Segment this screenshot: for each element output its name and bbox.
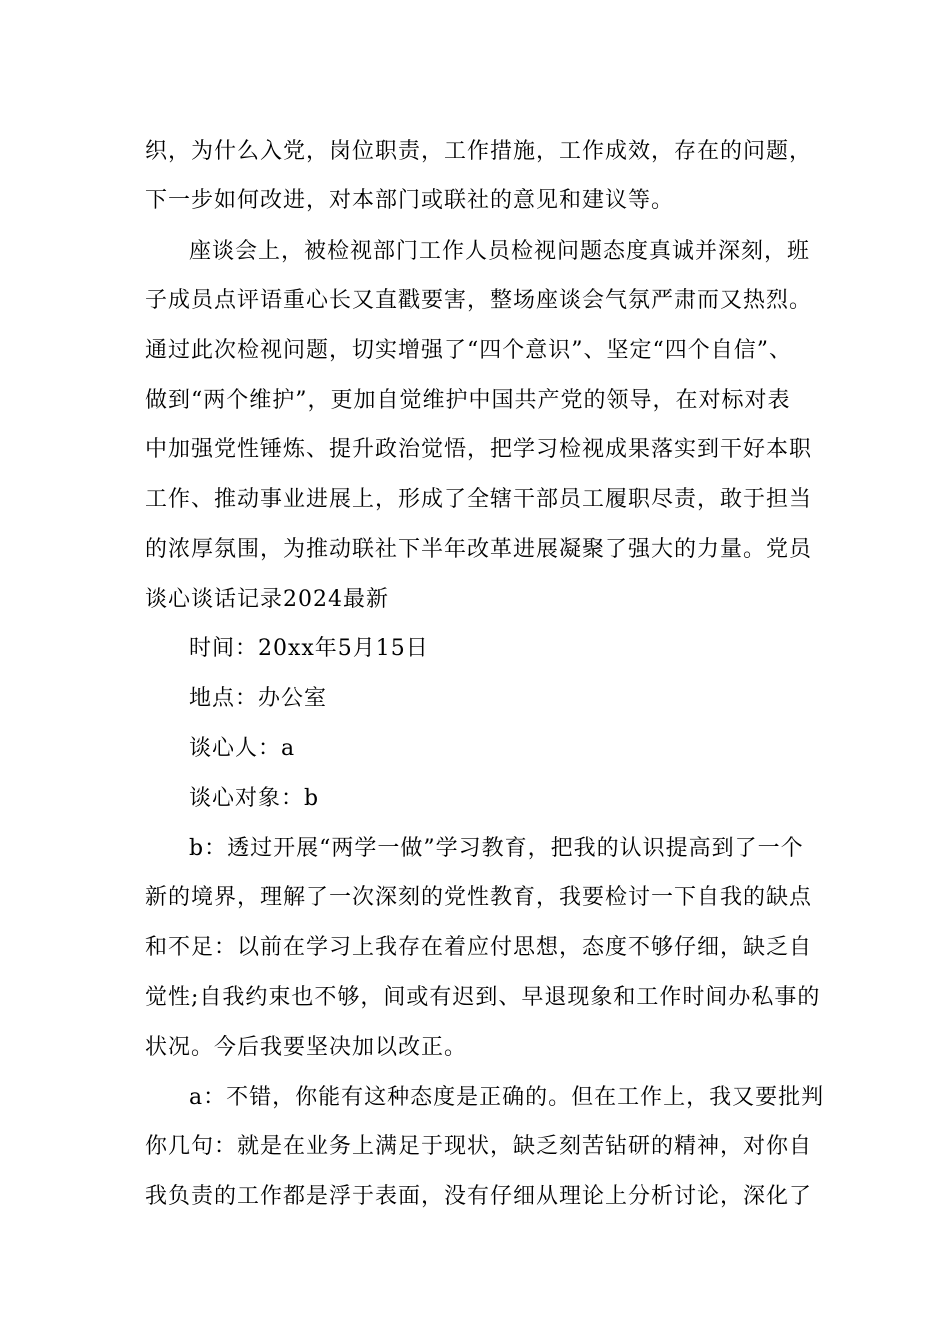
text-line: 中加强党性锤炼、提升政治觉悟，把学习检视成果落实到干好本职	[145, 437, 813, 462]
meeting-time: 时间：20xx年5月15日	[189, 636, 429, 661]
text-line: 做到“两个维护”，更加自觉维护中国共产党的领导，在对标对表	[145, 388, 791, 413]
text-line: 你几句：就是在业务上满足于现状，缺乏刻苦钻研的精神，对你自	[145, 1134, 813, 1159]
paragraph-start-line: a：不错，你能有这种态度是正确的。但在工作上，我又要批判	[189, 1085, 825, 1110]
text-line: 我负责的工作都是浮于表面，没有仔细从理论上分析讨论，深化了	[145, 1184, 813, 1209]
text-line: 新的境界，理解了一次深刻的党性教育，我要检讨一下自我的缺点	[145, 885, 813, 910]
text-line: 和不足：以前在学习上我存在着应付思想，态度不够仔细，缺乏自	[145, 935, 813, 960]
text-line: 子成员点评语重心长又直戳要害，整场座谈会气氛严肃而又热烈。	[145, 288, 813, 313]
text-line: 下一步如何改进，对本部门或联社的意见和建议等。	[145, 188, 675, 213]
meeting-location: 地点：办公室	[189, 686, 328, 711]
text-line: 觉性;自我约束也不够，间或有迟到、早退现象和工作时间办私事的	[145, 985, 821, 1010]
text-line: 织，为什么入党，岗位职责，工作措施，工作成效，存在的问题，	[145, 139, 813, 164]
text-line: 谈心谈话记录2024最新	[145, 587, 389, 612]
text-line: 的浓厚氛围，为推动联社下半年改革进展凝聚了强大的力量。党员	[145, 537, 813, 562]
text-line: 通过此次检视问题，切实增强了“四个意识”、坚定“四个自信”、	[145, 338, 792, 363]
text-line: 工作、推动事业进展上，形成了全辖干部员工履职尽责，敢于担当	[145, 487, 813, 512]
talker: 谈心人：a	[189, 736, 296, 761]
paragraph-start-line: 座谈会上，被检视部门工作人员检视问题态度真诚并深刻，班	[189, 239, 811, 264]
paragraph-start-line: b：透过开展“两学一做”学习教育，把我的认识提高到了一个	[189, 836, 804, 861]
talk-subject: 谈心对象：b	[189, 786, 320, 811]
text-line: 状况。今后我要坚决加以改正。	[145, 1035, 468, 1060]
